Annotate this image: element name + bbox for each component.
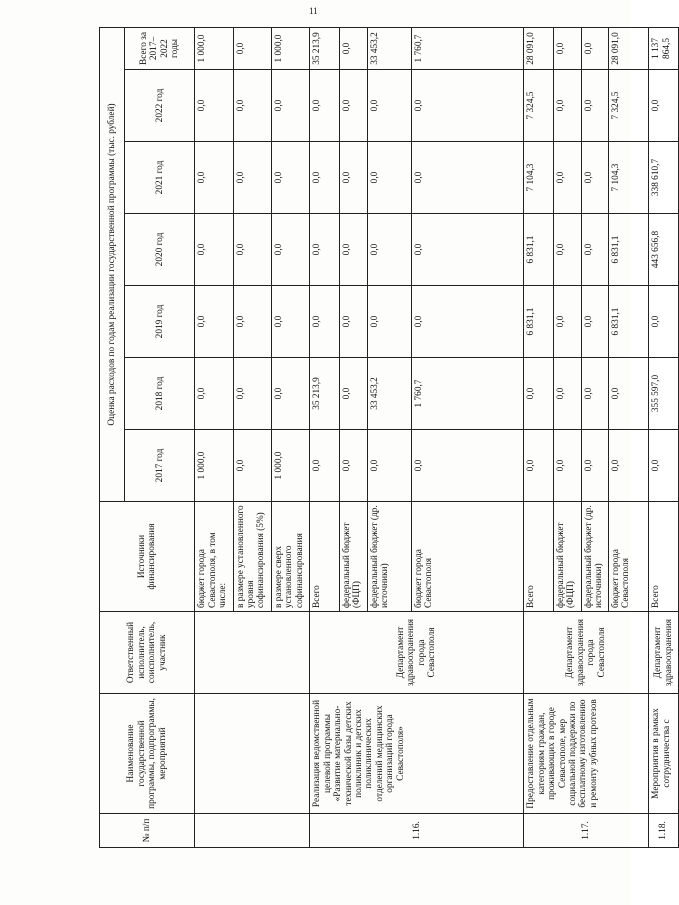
amount-cell: 7 104,3 <box>524 142 554 214</box>
executor <box>195 612 310 694</box>
amount-cell: 0,0 <box>609 358 649 430</box>
amount-cell: 443 656,8 <box>649 214 679 286</box>
amount-cell: 0,0 <box>581 430 609 502</box>
amount-cell: 0,0 <box>340 70 368 142</box>
amount-cell: 0,0 <box>412 430 524 502</box>
amount-cell: 28 091,0 <box>524 27 554 69</box>
amount-cell: 0,0 <box>581 286 609 358</box>
amount-cell: 0,0 <box>340 214 368 286</box>
funding-source: бюджет города Севастополя <box>609 502 649 612</box>
funding-source: бюджет города Севастополя <box>412 502 524 612</box>
amount-cell: 0,0 <box>553 358 581 430</box>
amount-cell: 6 831,1 <box>609 286 649 358</box>
amount-cell: 0,0 <box>412 286 524 358</box>
amount-cell: 0,0 <box>195 142 233 214</box>
row-number: 1.17. <box>524 814 649 848</box>
funding-source: федеральный бюджет (др. источники) <box>581 502 609 612</box>
amount-cell: 0,0 <box>195 358 233 430</box>
amount-cell: 355 597,0 <box>649 358 679 430</box>
header-total: Всего за 2017–2022 годы <box>125 27 195 69</box>
amount-cell: 0,0 <box>195 286 233 358</box>
amount-cell: 35 213,9 <box>310 27 340 69</box>
amount-cell: 33 453,2 <box>367 27 411 69</box>
table-row <box>649 27 679 847</box>
funding-source: в размере сверх установленного софинансирования <box>272 502 310 612</box>
funding-source: федеральный бюджет (ФЦП) <box>553 502 581 612</box>
amount-cell: 7 324,5 <box>524 70 554 142</box>
header-name: Наименование государственной программы, подпрограммы, мероприятий <box>100 694 195 814</box>
executor: Департамент здравоохранения города Севастополя <box>310 612 524 694</box>
amount-cell: 7 324,5 <box>609 70 649 142</box>
amount-cell: 0,0 <box>233 214 271 286</box>
amount-cell: 0,0 <box>524 430 554 502</box>
amount-cell: 0,0 <box>581 27 609 69</box>
amount-cell: 0,0 <box>649 286 679 358</box>
amount-cell: 0,0 <box>649 430 679 502</box>
amount-cell: 0,0 <box>412 214 524 286</box>
amount-cell: 0,0 <box>310 70 340 142</box>
amount-cell: 0,0 <box>609 430 649 502</box>
header-2020: 2020 год <box>125 214 195 286</box>
amount-cell: 0,0 <box>367 142 411 214</box>
amount-cell: 0,0 <box>581 358 609 430</box>
row-number: 1.16. <box>310 814 524 848</box>
amount-cell: 0,0 <box>553 142 581 214</box>
row-number <box>195 814 310 848</box>
measure-name: Реализация ведомственной целевой программы «Развитие материально-технической базы детских поликлиник и детских поликлинических отделений медицинских организаций города Севастополя» <box>310 694 524 814</box>
amount-cell: 0,0 <box>272 358 310 430</box>
amount-cell: 0,0 <box>272 70 310 142</box>
measure-name: Предоставление отдельным категориям граждан, проживающих в городе Севастополе, мер социальной поддержки по бесплатному изготовлению и ремонту зубных протезов <box>524 694 649 814</box>
amount-cell: 35 213,9 <box>310 358 340 430</box>
amount-cell: 0,0 <box>340 286 368 358</box>
amount-cell: 0,0 <box>412 70 524 142</box>
amount-cell: 6 831,1 <box>524 286 554 358</box>
amount-cell: 7 104,3 <box>609 142 649 214</box>
table-row <box>524 27 554 847</box>
row-number: 1.18. <box>649 814 679 848</box>
table-row <box>310 27 340 847</box>
amount-cell: 0,0 <box>233 27 271 69</box>
executor: Департамент здравоохранения города Севастополя <box>524 612 649 694</box>
amount-cell: 1 760,7 <box>412 358 524 430</box>
amount-cell: 0,0 <box>310 430 340 502</box>
amount-cell: 6 831,1 <box>524 214 554 286</box>
table-row <box>195 27 233 847</box>
amount-cell: 0,0 <box>233 70 271 142</box>
amount-cell: 0,0 <box>340 142 368 214</box>
amount-cell: 0,0 <box>553 70 581 142</box>
amount-cell: 1 000,0 <box>272 27 310 69</box>
amount-cell: 0,0 <box>581 214 609 286</box>
amount-cell: 0,0 <box>553 214 581 286</box>
amount-cell: 0,0 <box>233 358 271 430</box>
amount-cell: 0,0 <box>272 286 310 358</box>
header-estimate: Оценка расходов по годам реализации государственной программы (тыс. рублей) <box>100 27 125 501</box>
amount-cell: 0,0 <box>553 286 581 358</box>
amount-cell: 0,0 <box>367 430 411 502</box>
header-2017: 2017 год <box>125 430 195 502</box>
amount-cell: 0,0 <box>340 430 368 502</box>
amount-cell: 33 453,2 <box>367 358 411 430</box>
amount-cell: 0,0 <box>195 70 233 142</box>
amount-cell: 1 000,0 <box>195 430 233 502</box>
measure-name <box>195 694 310 814</box>
amount-cell: 0,0 <box>553 430 581 502</box>
amount-cell: 0,0 <box>233 286 271 358</box>
header-source: Источники финансирования <box>100 502 195 612</box>
amount-cell: 0,0 <box>310 142 340 214</box>
amount-cell: 0,0 <box>272 214 310 286</box>
budget-table <box>99 27 679 848</box>
amount-cell: 0,0 <box>367 70 411 142</box>
amount-cell: 0,0 <box>581 142 609 214</box>
header-2018: 2018 год <box>125 358 195 430</box>
funding-source: Всего <box>649 502 679 612</box>
amount-cell: 0,0 <box>524 358 554 430</box>
amount-cell: 0,0 <box>233 142 271 214</box>
amount-cell: 0,0 <box>340 358 368 430</box>
amount-cell: 1 000,0 <box>195 27 233 69</box>
executor: Департамент здравоохранения <box>649 612 679 694</box>
header-2019: 2019 год <box>125 286 195 358</box>
measure-name: Мероприятия в рамках сотрудничества с <box>649 694 679 814</box>
amount-cell: 0,0 <box>367 286 411 358</box>
page-number: 11 <box>309 6 318 16</box>
header-exec: Ответственный исполнитель, соисполнитель, участник <box>100 612 195 694</box>
amount-cell: 338 610,7 <box>649 142 679 214</box>
amount-cell: 0,0 <box>412 142 524 214</box>
rotated-table-container <box>99 32 679 848</box>
funding-source: бюджет города Севастополя, в том числе: <box>195 502 233 612</box>
funding-source: Всего <box>310 502 340 612</box>
header-2021: 2021 год <box>125 142 195 214</box>
amount-cell: 1 760,7 <box>412 27 524 69</box>
amount-cell: 0,0 <box>272 142 310 214</box>
amount-cell: 0,0 <box>310 286 340 358</box>
amount-cell: 0,0 <box>233 430 271 502</box>
header-num: № п/п <box>100 814 195 848</box>
funding-source: Всего <box>524 502 554 612</box>
amount-cell: 0,0 <box>340 27 368 69</box>
funding-source: федеральный бюджет (др. источники) <box>367 502 411 612</box>
amount-cell: 1 137 864,5 <box>649 27 679 69</box>
amount-cell: 6 831,1 <box>609 214 649 286</box>
amount-cell: 0,0 <box>195 214 233 286</box>
amount-cell: 0,0 <box>310 214 340 286</box>
amount-cell: 0,0 <box>367 214 411 286</box>
header-2022: 2022 год <box>125 70 195 142</box>
funding-source: в размере установленного уровня софинансирования (5%) <box>233 502 271 612</box>
amount-cell: 28 091,0 <box>609 27 649 69</box>
amount-cell: 1 000,0 <box>272 430 310 502</box>
amount-cell: 0,0 <box>553 27 581 69</box>
amount-cell: 0,0 <box>581 70 609 142</box>
amount-cell: 0,0 <box>649 70 679 142</box>
funding-source: федеральный бюджет (ФЦП) <box>340 502 368 612</box>
